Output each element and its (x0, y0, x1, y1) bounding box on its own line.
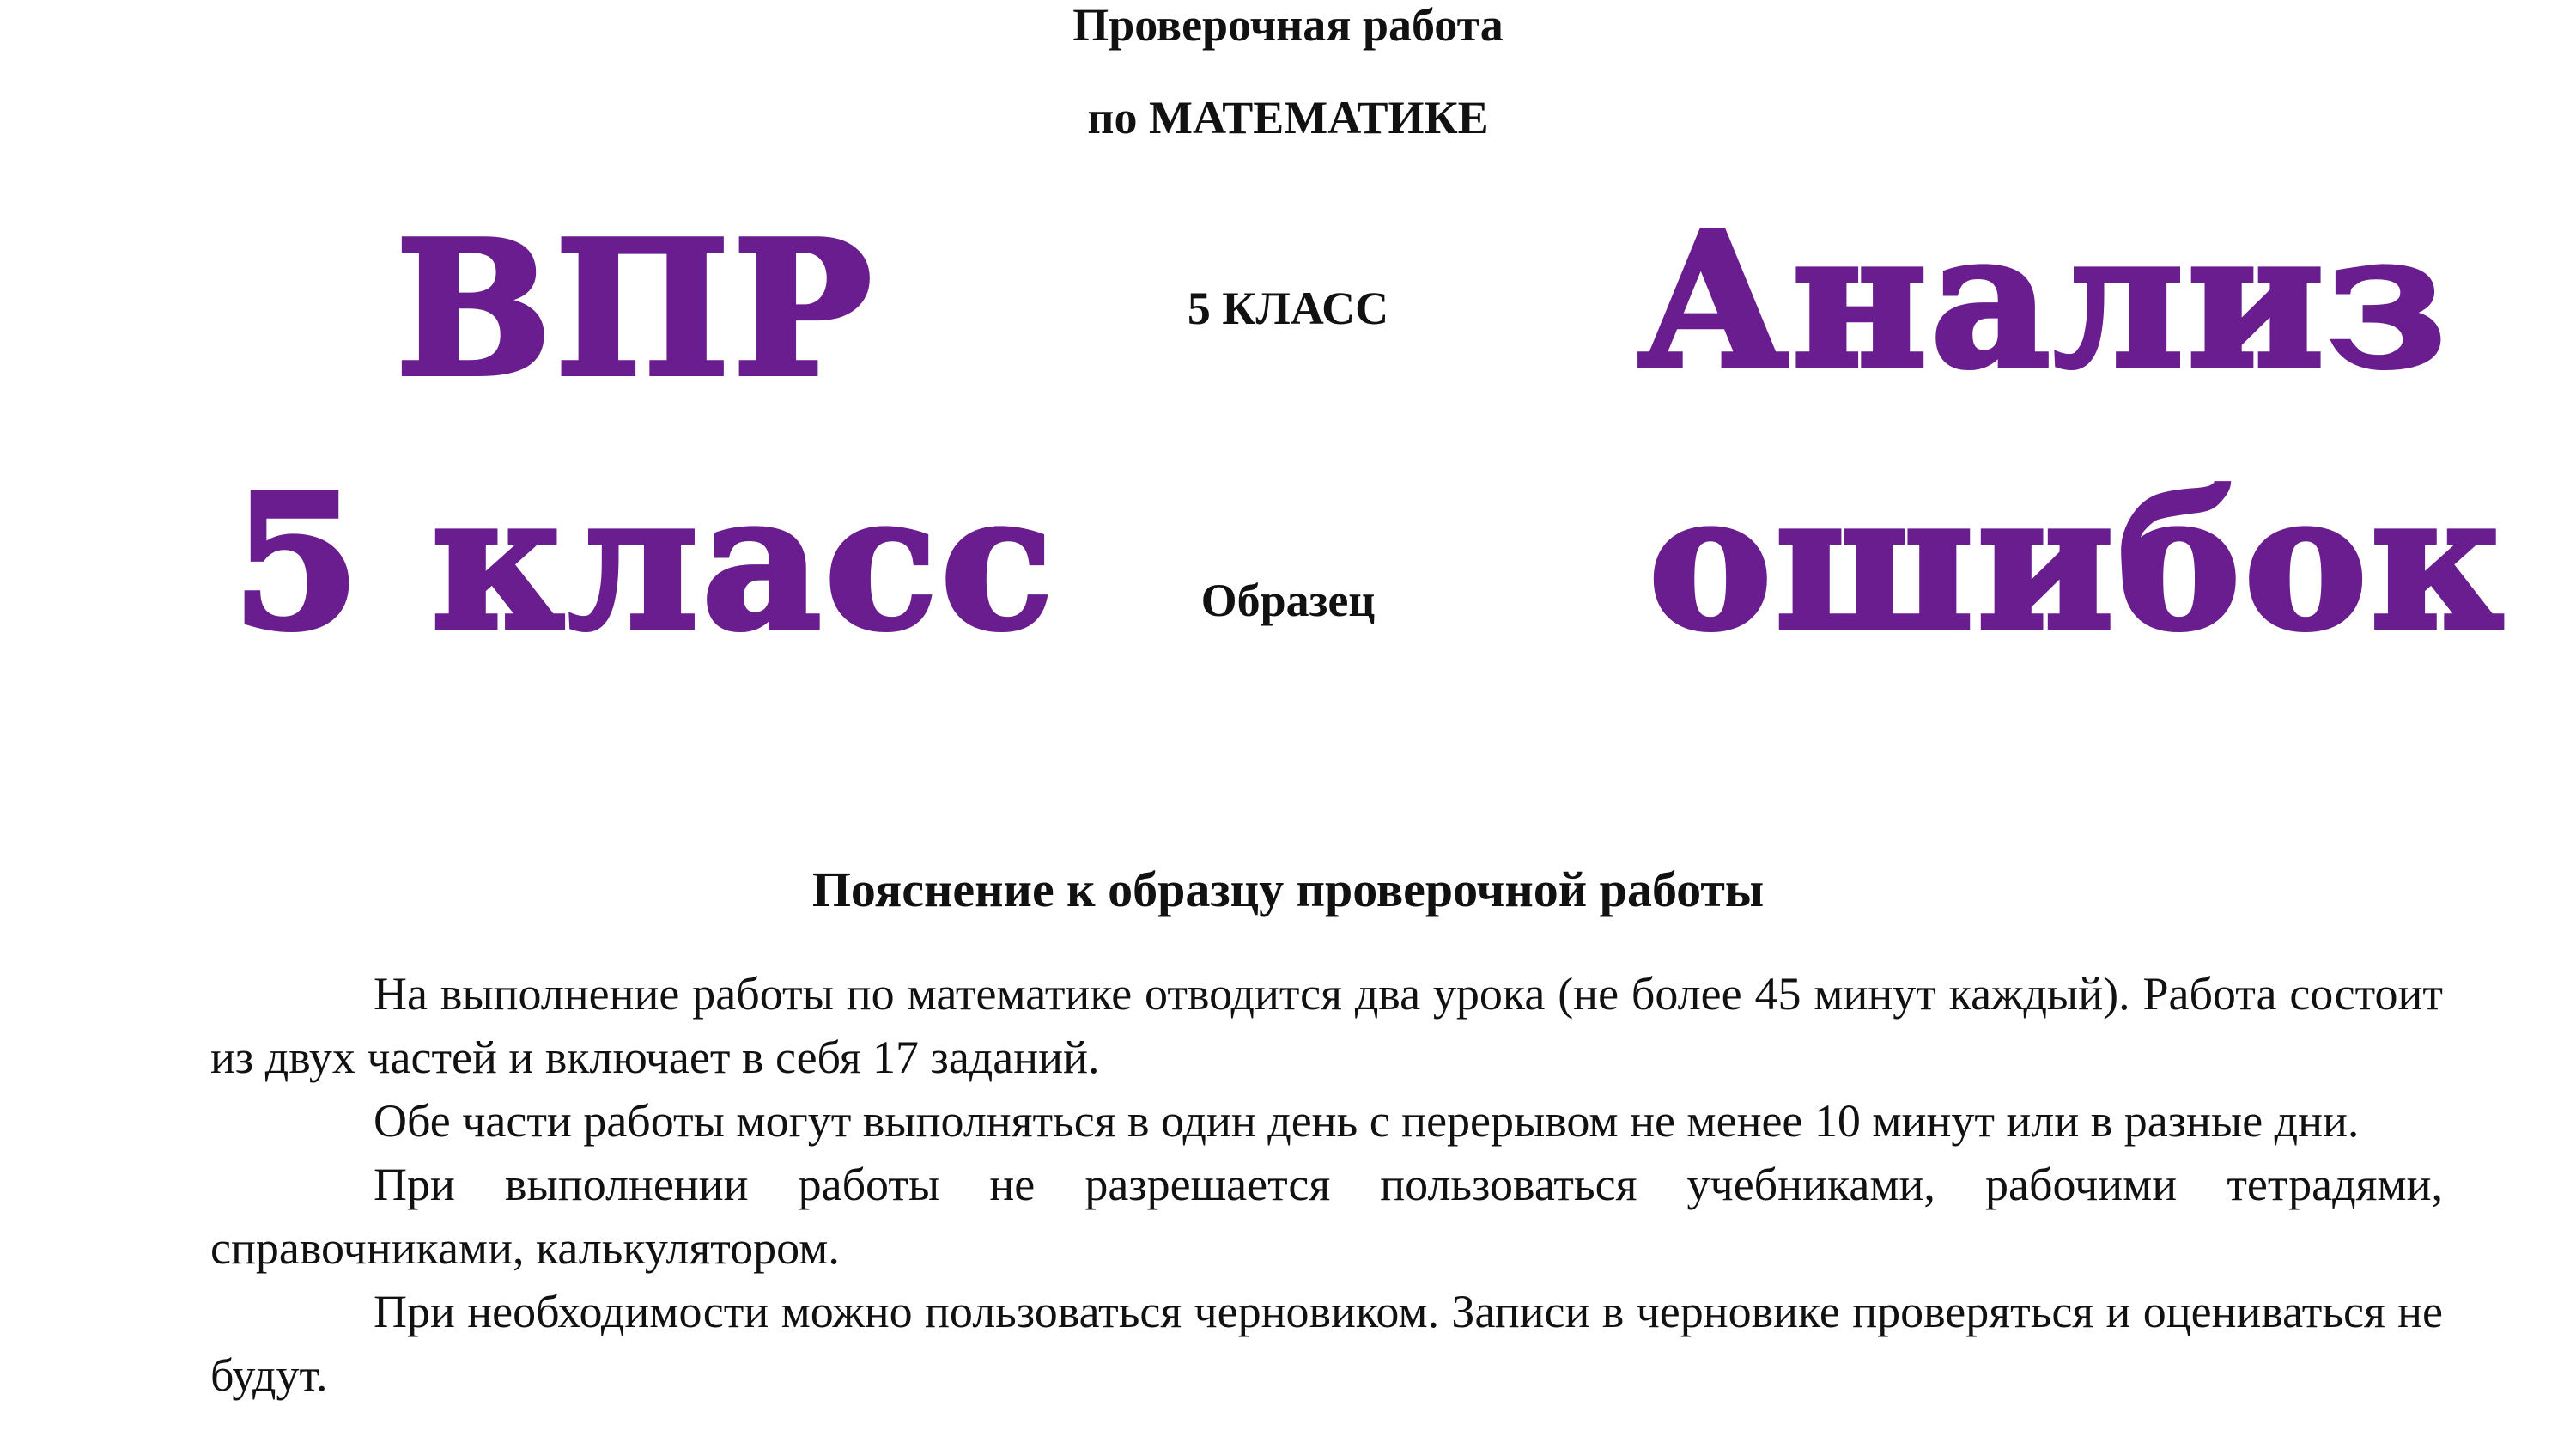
overlay-grade-title: 5 класс (232, 454, 1057, 671)
paragraph: При необходимости можно пользоваться черновиком. Записи в черновике проверяться и оцениваться не будут. (210, 1286, 2443, 1401)
paragraph: Обе части работы могут выполняться в один день с перерывом не менее 10 минут или в разные дни. (374, 1095, 2360, 1147)
document-subject: по МАТЕМАТИКЕ (1087, 92, 1489, 143)
overlay-vpr-title: ВПР (395, 200, 876, 417)
body-text (210, 962, 2443, 1407)
paragraph: На выполнение работы по математике отводится два урока (не более 45 минут каждый). Работа состоит из двух частей и включает в себя 17 заданий. (210, 968, 2443, 1083)
overlay-analysis-title: Анализ (1637, 192, 2450, 409)
document-sample-label: Образец (1200, 575, 1376, 626)
document-title: Проверочная работа (1072, 0, 1504, 51)
overlay-errors-title: ошибок (1649, 454, 2508, 671)
document-grade: 5 КЛАСС (1187, 283, 1389, 334)
paragraph: При выполнении работы не разрешается пользоваться учебниками, рабочими тетрадями, справочниками, калькулятором. (210, 1159, 2443, 1274)
section-heading: Пояснение к образцу проверочной работы (811, 861, 1765, 917)
